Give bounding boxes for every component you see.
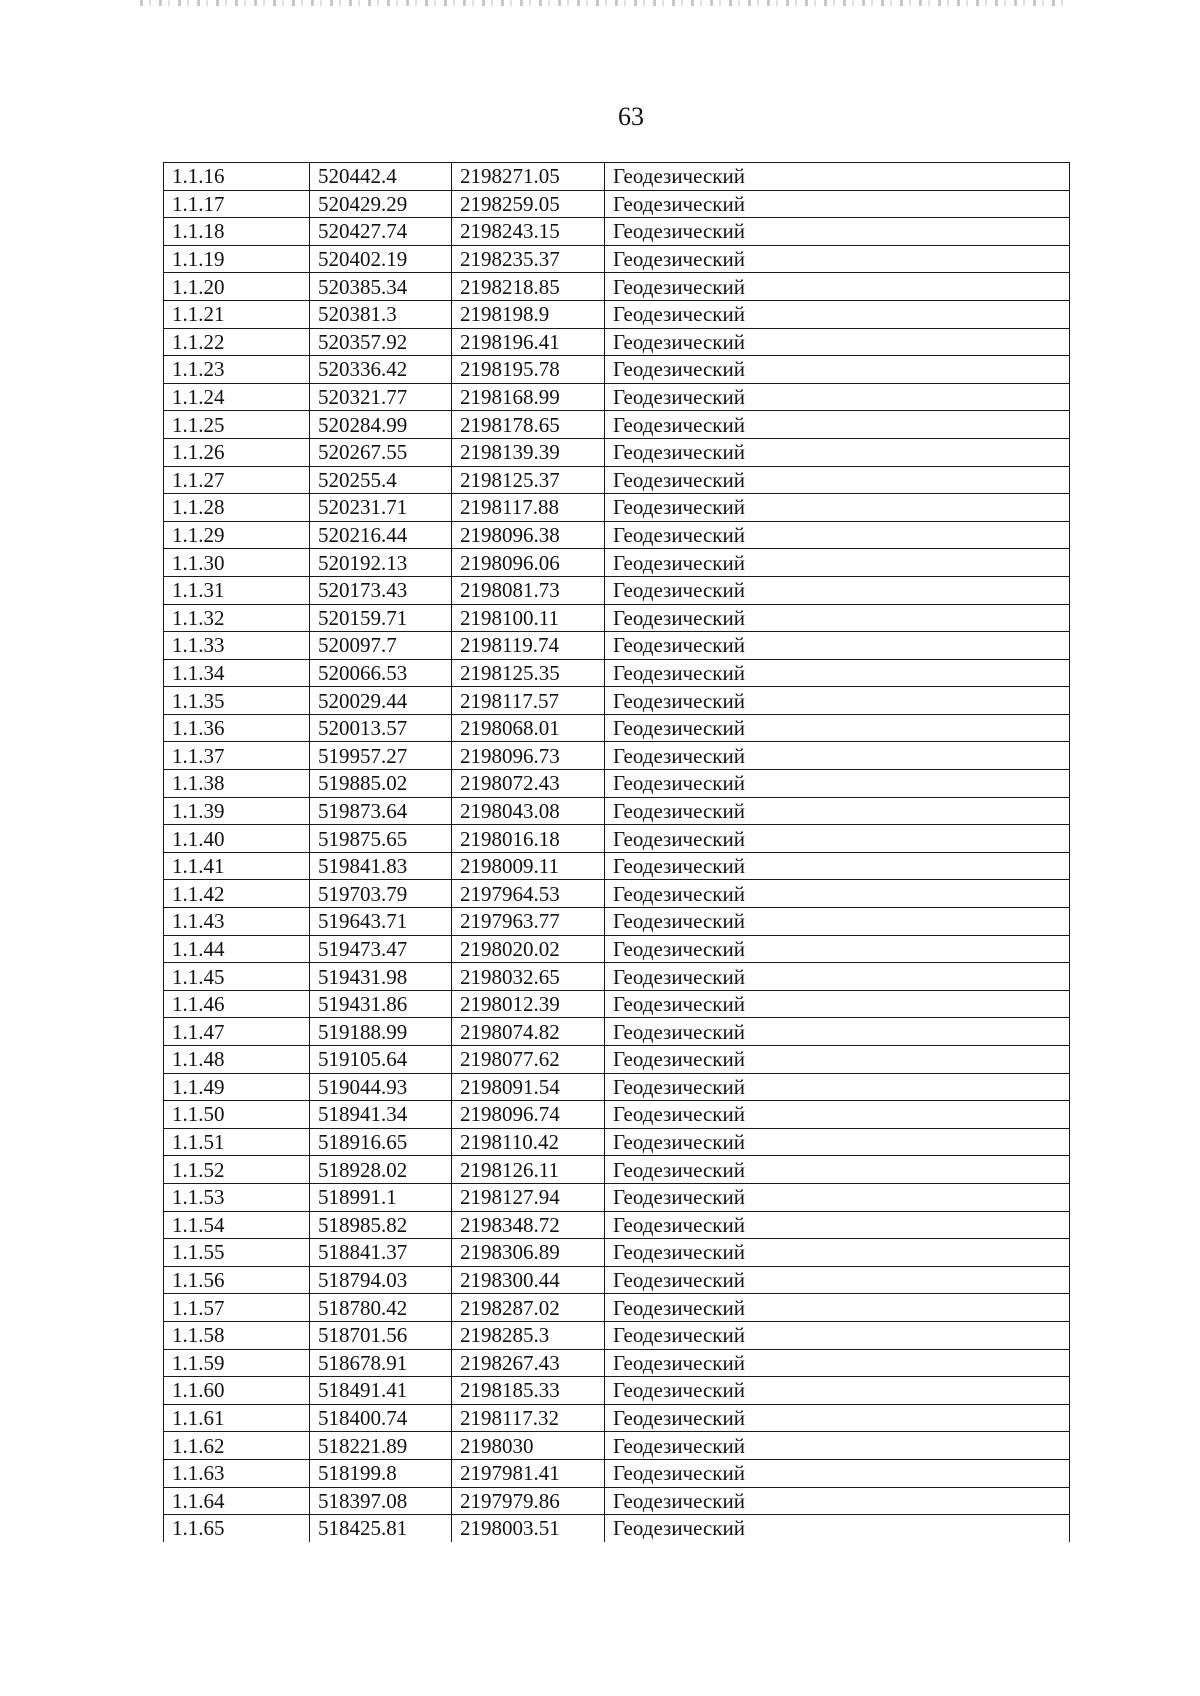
table-row <box>164 908 1070 936</box>
table-row <box>164 1404 1070 1432</box>
table-row <box>164 218 1070 246</box>
table-row <box>164 1515 1070 1542</box>
y-coordinate-cell: 2198119.74 <box>452 632 605 660</box>
point-id-cell: 1.1.33 <box>164 632 310 660</box>
table-row <box>164 1101 1070 1129</box>
x-coordinate-cell: 520159.71 <box>310 604 452 632</box>
point-type-cell: Геодезический <box>605 1239 1070 1267</box>
x-coordinate-cell: 518985.82 <box>310 1211 452 1239</box>
point-type-cell: Геодезический <box>605 1211 1070 1239</box>
x-coordinate-cell: 519875.65 <box>310 825 452 853</box>
x-coordinate-cell: 518397.08 <box>310 1487 452 1515</box>
x-coordinate-cell: 520429.29 <box>310 190 452 218</box>
point-id-cell: 1.1.57 <box>164 1294 310 1322</box>
table-row <box>164 604 1070 632</box>
table-row <box>164 963 1070 991</box>
point-id-cell: 1.1.31 <box>164 576 310 604</box>
y-coordinate-cell: 2198196.41 <box>452 328 605 356</box>
x-coordinate-cell: 518928.02 <box>310 1156 452 1184</box>
table-row <box>164 1156 1070 1184</box>
x-coordinate-cell: 518991.1 <box>310 1183 452 1211</box>
y-coordinate-cell: 2198185.33 <box>452 1377 605 1405</box>
point-type-cell: Геодезический <box>605 770 1070 798</box>
y-coordinate-cell: 2198068.01 <box>452 714 605 742</box>
point-type-cell: Геодезический <box>605 1128 1070 1156</box>
x-coordinate-cell: 520173.43 <box>310 576 452 604</box>
x-coordinate-cell: 519431.98 <box>310 963 452 991</box>
point-id-cell: 1.1.47 <box>164 1018 310 1046</box>
x-coordinate-cell: 518491.41 <box>310 1377 452 1405</box>
point-id-cell: 1.1.17 <box>164 190 310 218</box>
point-id-cell: 1.1.21 <box>164 300 310 328</box>
table-row <box>164 549 1070 577</box>
x-coordinate-cell: 519643.71 <box>310 908 452 936</box>
point-type-cell: Геодезический <box>605 604 1070 632</box>
point-type-cell: Геодезический <box>605 466 1070 494</box>
point-id-cell: 1.1.29 <box>164 521 310 549</box>
x-coordinate-cell: 519473.47 <box>310 935 452 963</box>
point-id-cell: 1.1.53 <box>164 1183 310 1211</box>
x-coordinate-cell: 520284.99 <box>310 411 452 439</box>
y-coordinate-cell: 2198243.15 <box>452 218 605 246</box>
point-type-cell: Геодезический <box>605 163 1070 191</box>
y-coordinate-cell: 2198096.06 <box>452 549 605 577</box>
x-coordinate-cell: 518425.81 <box>310 1515 452 1542</box>
table-row <box>164 1432 1070 1460</box>
y-coordinate-cell: 2198178.65 <box>452 411 605 439</box>
table-row <box>164 383 1070 411</box>
y-coordinate-cell: 2198043.08 <box>452 797 605 825</box>
point-type-cell: Геодезический <box>605 935 1070 963</box>
table-row <box>164 1073 1070 1101</box>
point-id-cell: 1.1.56 <box>164 1266 310 1294</box>
point-type-cell: Геодезический <box>605 990 1070 1018</box>
table-row <box>164 1239 1070 1267</box>
y-coordinate-cell: 2198126.11 <box>452 1156 605 1184</box>
y-coordinate-cell: 2197964.53 <box>452 880 605 908</box>
table-row <box>164 1294 1070 1322</box>
x-coordinate-cell: 519957.27 <box>310 742 452 770</box>
point-type-cell: Геодезический <box>605 356 1070 384</box>
x-coordinate-cell: 520336.42 <box>310 356 452 384</box>
y-coordinate-cell: 2198096.73 <box>452 742 605 770</box>
scan-edge-noise <box>140 0 1070 6</box>
point-id-cell: 1.1.37 <box>164 742 310 770</box>
point-id-cell: 1.1.32 <box>164 604 310 632</box>
point-type-cell: Геодезический <box>605 245 1070 273</box>
point-type-cell: Геодезический <box>605 1377 1070 1405</box>
table-row <box>164 687 1070 715</box>
table-row <box>164 1349 1070 1377</box>
x-coordinate-cell: 519105.64 <box>310 1046 452 1074</box>
point-type-cell: Геодезический <box>605 190 1070 218</box>
x-coordinate-cell: 520357.92 <box>310 328 452 356</box>
x-coordinate-cell: 519431.86 <box>310 990 452 1018</box>
table-row <box>164 1018 1070 1046</box>
y-coordinate-cell: 2198198.9 <box>452 300 605 328</box>
point-id-cell: 1.1.22 <box>164 328 310 356</box>
x-coordinate-cell: 520385.34 <box>310 273 452 301</box>
point-id-cell: 1.1.39 <box>164 797 310 825</box>
y-coordinate-cell: 2198348.72 <box>452 1211 605 1239</box>
point-id-cell: 1.1.20 <box>164 273 310 301</box>
point-id-cell: 1.1.25 <box>164 411 310 439</box>
table-row <box>164 438 1070 466</box>
point-id-cell: 1.1.28 <box>164 494 310 522</box>
point-type-cell: Геодезический <box>605 687 1070 715</box>
point-type-cell: Геодезический <box>605 1321 1070 1349</box>
y-coordinate-cell: 2198117.88 <box>452 494 605 522</box>
point-type-cell: Геодезический <box>605 908 1070 936</box>
point-type-cell: Геодезический <box>605 825 1070 853</box>
point-type-cell: Геодезический <box>605 880 1070 908</box>
point-type-cell: Геодезический <box>605 714 1070 742</box>
point-id-cell: 1.1.34 <box>164 659 310 687</box>
table-row <box>164 466 1070 494</box>
y-coordinate-cell: 2198117.57 <box>452 687 605 715</box>
x-coordinate-cell: 520267.55 <box>310 438 452 466</box>
x-coordinate-cell: 520029.44 <box>310 687 452 715</box>
point-id-cell: 1.1.46 <box>164 990 310 1018</box>
x-coordinate-cell: 520066.53 <box>310 659 452 687</box>
point-type-cell: Геодезический <box>605 300 1070 328</box>
point-id-cell: 1.1.38 <box>164 770 310 798</box>
point-id-cell: 1.1.44 <box>164 935 310 963</box>
point-type-cell: Геодезический <box>605 632 1070 660</box>
coordinates-table <box>163 162 1070 1542</box>
point-type-cell: Геодезический <box>605 1432 1070 1460</box>
point-type-cell: Геодезический <box>605 1515 1070 1542</box>
x-coordinate-cell: 518916.65 <box>310 1128 452 1156</box>
y-coordinate-cell: 2198271.05 <box>452 163 605 191</box>
x-coordinate-cell: 520381.3 <box>310 300 452 328</box>
point-id-cell: 1.1.60 <box>164 1377 310 1405</box>
y-coordinate-cell: 2198074.82 <box>452 1018 605 1046</box>
table-row <box>164 1321 1070 1349</box>
x-coordinate-cell: 520216.44 <box>310 521 452 549</box>
y-coordinate-cell: 2198117.32 <box>452 1404 605 1432</box>
point-id-cell: 1.1.24 <box>164 383 310 411</box>
y-coordinate-cell: 2198072.43 <box>452 770 605 798</box>
x-coordinate-cell: 520402.19 <box>310 245 452 273</box>
y-coordinate-cell: 2198259.05 <box>452 190 605 218</box>
y-coordinate-cell: 2198016.18 <box>452 825 605 853</box>
table-row <box>164 825 1070 853</box>
y-coordinate-cell: 2198096.38 <box>452 521 605 549</box>
table-row <box>164 411 1070 439</box>
y-coordinate-cell: 2198195.78 <box>452 356 605 384</box>
x-coordinate-cell: 518199.8 <box>310 1459 452 1487</box>
table-row <box>164 1211 1070 1239</box>
point-type-cell: Геодезический <box>605 1266 1070 1294</box>
point-type-cell: Геодезический <box>605 1156 1070 1184</box>
x-coordinate-cell: 519873.64 <box>310 797 452 825</box>
y-coordinate-cell: 2198218.85 <box>452 273 605 301</box>
x-coordinate-cell: 519703.79 <box>310 880 452 908</box>
x-coordinate-cell: 520442.4 <box>310 163 452 191</box>
table-row <box>164 742 1070 770</box>
point-type-cell: Геодезический <box>605 494 1070 522</box>
table-row <box>164 356 1070 384</box>
point-id-cell: 1.1.48 <box>164 1046 310 1074</box>
y-coordinate-cell: 2198125.37 <box>452 466 605 494</box>
point-type-cell: Геодезический <box>605 1073 1070 1101</box>
y-coordinate-cell: 2198125.35 <box>452 659 605 687</box>
x-coordinate-cell: 518400.74 <box>310 1404 452 1432</box>
table-row <box>164 714 1070 742</box>
x-coordinate-cell: 520192.13 <box>310 549 452 577</box>
table-row <box>164 494 1070 522</box>
table-row <box>164 245 1070 273</box>
y-coordinate-cell: 2197981.41 <box>452 1459 605 1487</box>
point-id-cell: 1.1.58 <box>164 1321 310 1349</box>
point-type-cell: Геодезический <box>605 1018 1070 1046</box>
point-type-cell: Геодезический <box>605 1183 1070 1211</box>
table-row <box>164 1046 1070 1074</box>
table-row <box>164 797 1070 825</box>
point-id-cell: 1.1.23 <box>164 356 310 384</box>
point-id-cell: 1.1.45 <box>164 963 310 991</box>
x-coordinate-cell: 518678.91 <box>310 1349 452 1377</box>
y-coordinate-cell: 2198285.3 <box>452 1321 605 1349</box>
y-coordinate-cell: 2198020.02 <box>452 935 605 963</box>
y-coordinate-cell: 2198100.11 <box>452 604 605 632</box>
table-row <box>164 328 1070 356</box>
y-coordinate-cell: 2198168.99 <box>452 383 605 411</box>
point-type-cell: Геодезический <box>605 797 1070 825</box>
point-type-cell: Геодезический <box>605 383 1070 411</box>
point-id-cell: 1.1.36 <box>164 714 310 742</box>
point-type-cell: Геодезический <box>605 1404 1070 1432</box>
table-row <box>164 1459 1070 1487</box>
y-coordinate-cell: 2198235.37 <box>452 245 605 273</box>
table-row <box>164 852 1070 880</box>
x-coordinate-cell: 518701.56 <box>310 1321 452 1349</box>
y-coordinate-cell: 2198306.89 <box>452 1239 605 1267</box>
point-id-cell: 1.1.51 <box>164 1128 310 1156</box>
table-row <box>164 190 1070 218</box>
x-coordinate-cell: 520231.71 <box>310 494 452 522</box>
point-type-cell: Геодезический <box>605 438 1070 466</box>
coordinates-table-body <box>164 163 1070 1542</box>
table-row <box>164 300 1070 328</box>
y-coordinate-cell: 2198012.39 <box>452 990 605 1018</box>
point-type-cell: Геодезический <box>605 742 1070 770</box>
page-number: 63 <box>618 102 644 131</box>
point-id-cell: 1.1.18 <box>164 218 310 246</box>
y-coordinate-cell: 2198139.39 <box>452 438 605 466</box>
y-coordinate-cell: 2198077.62 <box>452 1046 605 1074</box>
table-row <box>164 1487 1070 1515</box>
table-row <box>164 659 1070 687</box>
point-type-cell: Геодезический <box>605 1349 1070 1377</box>
y-coordinate-cell: 2198110.42 <box>452 1128 605 1156</box>
point-id-cell: 1.1.50 <box>164 1101 310 1129</box>
table-row <box>164 1377 1070 1405</box>
point-type-cell: Геодезический <box>605 1046 1070 1074</box>
table-row <box>164 273 1070 301</box>
point-type-cell: Геодезический <box>605 1459 1070 1487</box>
y-coordinate-cell: 2198096.74 <box>452 1101 605 1129</box>
x-coordinate-cell: 520427.74 <box>310 218 452 246</box>
x-coordinate-cell: 518941.34 <box>310 1101 452 1129</box>
x-coordinate-cell: 519885.02 <box>310 770 452 798</box>
x-coordinate-cell: 520013.57 <box>310 714 452 742</box>
y-coordinate-cell: 2198032.65 <box>452 963 605 991</box>
point-type-cell: Геодезический <box>605 328 1070 356</box>
y-coordinate-cell: 2198091.54 <box>452 1073 605 1101</box>
point-id-cell: 1.1.64 <box>164 1487 310 1515</box>
table-row <box>164 632 1070 660</box>
point-id-cell: 1.1.42 <box>164 880 310 908</box>
x-coordinate-cell: 518780.42 <box>310 1294 452 1322</box>
table-row <box>164 1128 1070 1156</box>
point-type-cell: Геодезический <box>605 521 1070 549</box>
x-coordinate-cell: 520321.77 <box>310 383 452 411</box>
point-id-cell: 1.1.27 <box>164 466 310 494</box>
point-type-cell: Геодезический <box>605 1101 1070 1129</box>
y-coordinate-cell: 2197979.86 <box>452 1487 605 1515</box>
point-type-cell: Геодезический <box>605 659 1070 687</box>
y-coordinate-cell: 2198300.44 <box>452 1266 605 1294</box>
point-type-cell: Геодезический <box>605 411 1070 439</box>
point-id-cell: 1.1.30 <box>164 549 310 577</box>
y-coordinate-cell: 2198267.43 <box>452 1349 605 1377</box>
y-coordinate-cell: 2198030 <box>452 1432 605 1460</box>
point-id-cell: 1.1.35 <box>164 687 310 715</box>
point-type-cell: Геодезический <box>605 1294 1070 1322</box>
point-id-cell: 1.1.40 <box>164 825 310 853</box>
point-id-cell: 1.1.54 <box>164 1211 310 1239</box>
point-id-cell: 1.1.61 <box>164 1404 310 1432</box>
y-coordinate-cell: 2198081.73 <box>452 576 605 604</box>
table-row <box>164 990 1070 1018</box>
table-row <box>164 1183 1070 1211</box>
x-coordinate-cell: 518221.89 <box>310 1432 452 1460</box>
point-type-cell: Геодезический <box>605 273 1070 301</box>
point-id-cell: 1.1.55 <box>164 1239 310 1267</box>
point-id-cell: 1.1.26 <box>164 438 310 466</box>
point-type-cell: Геодезический <box>605 218 1070 246</box>
table-row <box>164 163 1070 191</box>
point-id-cell: 1.1.59 <box>164 1349 310 1377</box>
table-row <box>164 770 1070 798</box>
point-id-cell: 1.1.41 <box>164 852 310 880</box>
y-coordinate-cell: 2198009.11 <box>452 852 605 880</box>
y-coordinate-cell: 2197963.77 <box>452 908 605 936</box>
point-id-cell: 1.1.62 <box>164 1432 310 1460</box>
table-row <box>164 576 1070 604</box>
x-coordinate-cell: 519188.99 <box>310 1018 452 1046</box>
table-row <box>164 880 1070 908</box>
x-coordinate-cell: 518841.37 <box>310 1239 452 1267</box>
table-row <box>164 1266 1070 1294</box>
y-coordinate-cell: 2198127.94 <box>452 1183 605 1211</box>
y-coordinate-cell: 2198287.02 <box>452 1294 605 1322</box>
point-id-cell: 1.1.49 <box>164 1073 310 1101</box>
point-type-cell: Геодезический <box>605 576 1070 604</box>
x-coordinate-cell: 520097.7 <box>310 632 452 660</box>
y-coordinate-cell: 2198003.51 <box>452 1515 605 1542</box>
x-coordinate-cell: 518794.03 <box>310 1266 452 1294</box>
point-id-cell: 1.1.65 <box>164 1515 310 1542</box>
table-row <box>164 521 1070 549</box>
point-id-cell: 1.1.43 <box>164 908 310 936</box>
point-id-cell: 1.1.16 <box>164 163 310 191</box>
x-coordinate-cell: 519044.93 <box>310 1073 452 1101</box>
point-id-cell: 1.1.19 <box>164 245 310 273</box>
point-id-cell: 1.1.52 <box>164 1156 310 1184</box>
point-id-cell: 1.1.63 <box>164 1459 310 1487</box>
table-row <box>164 935 1070 963</box>
point-type-cell: Геодезический <box>605 963 1070 991</box>
point-type-cell: Геодезический <box>605 852 1070 880</box>
point-type-cell: Геодезический <box>605 549 1070 577</box>
point-type-cell: Геодезический <box>605 1487 1070 1515</box>
x-coordinate-cell: 520255.4 <box>310 466 452 494</box>
x-coordinate-cell: 519841.83 <box>310 852 452 880</box>
